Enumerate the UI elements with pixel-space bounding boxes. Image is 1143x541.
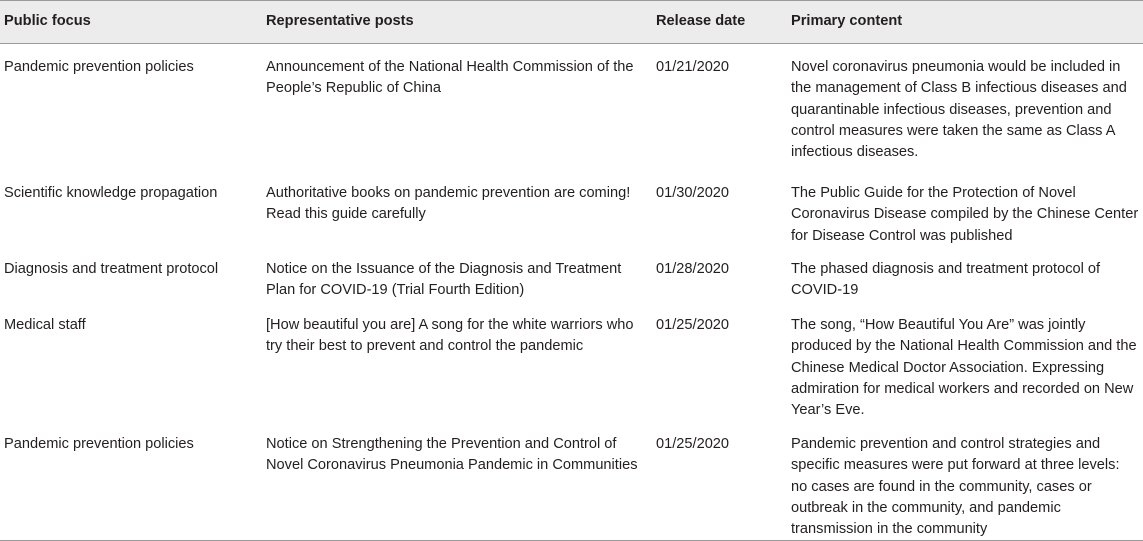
cell-release-date: 01/30/2020 xyxy=(656,185,730,201)
header-public-focus: Public focus xyxy=(0,1,262,44)
cell-release-date: 01/25/2020 xyxy=(656,317,730,333)
cell-public-focus: Pandemic prevention policies xyxy=(4,59,194,75)
table-header xyxy=(0,1,1143,44)
header-representative-posts: Representative posts xyxy=(262,1,652,44)
cell-primary-content: The song, “How Beautiful You Are” was jointly produced by the National Health Commission and the Chinese Medical Doctor Association. Expressing admiration for medical workers and recorded on New Year’s Eve. xyxy=(791,317,1137,419)
header-row xyxy=(0,1,1143,44)
table-row xyxy=(0,175,1143,251)
cell-release-date: 01/25/2020 xyxy=(652,426,787,541)
cell-public-focus: Diagnosis and treatment protocol xyxy=(4,261,219,277)
table-row xyxy=(0,426,1143,541)
table-row xyxy=(0,44,1143,176)
cell-release-date: 01/21/2020 xyxy=(656,59,730,75)
cell-primary-content: The Public Guide for the Protection of Novel Coronavirus Disease compiled by the Chinese Center for Disease Control was published xyxy=(791,185,1139,244)
cell-representative-post: Notice on Strengthening the Prevention and Control of Novel Coronavirus Pneumonia Pandemic in Communities xyxy=(262,426,652,541)
cell-primary-content: Novel coronavirus pneumonia would be included in the management of Class B infectious diseases and quarantinable infectious diseases, prevention and control measures were taken the same as Class A infectious diseases. xyxy=(791,59,1127,161)
cell-public-focus: Scientific knowledge propagation xyxy=(4,185,218,201)
cell-release-date: 01/28/2020 xyxy=(656,261,730,277)
cell-representative-post: [How beautiful you are] A song for the white warriors who try their best to prevent and control the pandemic xyxy=(266,317,634,355)
cell-representative-post: Notice on the Issuance of the Diagnosis and Treatment Plan for COVID-19 (Trial Fourth Edition) xyxy=(266,261,622,299)
cell-primary-content: Pandemic prevention and control strategies and specific measures were put forward at three levels: no cases are found in the community, cases or outbreak in the community, and pandemic transmission in the community xyxy=(787,426,1143,541)
header-primary-content: Primary content xyxy=(787,1,1143,44)
cell-representative-post: Authoritative books on pandemic prevention are coming! Read this guide carefully xyxy=(266,185,631,223)
table-row xyxy=(0,251,1143,307)
cell-representative-post: Announcement of the National Health Commission of the People’s Republic of China xyxy=(266,59,634,97)
cell-public-focus: Pandemic prevention policies xyxy=(0,426,262,541)
table-row xyxy=(0,307,1143,426)
header-release-date: Release date xyxy=(652,1,787,44)
cell-primary-content: The phased diagnosis and treatment protocol of COVID-19 xyxy=(791,261,1101,299)
table-body xyxy=(0,44,1143,541)
cell-public-focus: Medical staff xyxy=(4,317,86,333)
